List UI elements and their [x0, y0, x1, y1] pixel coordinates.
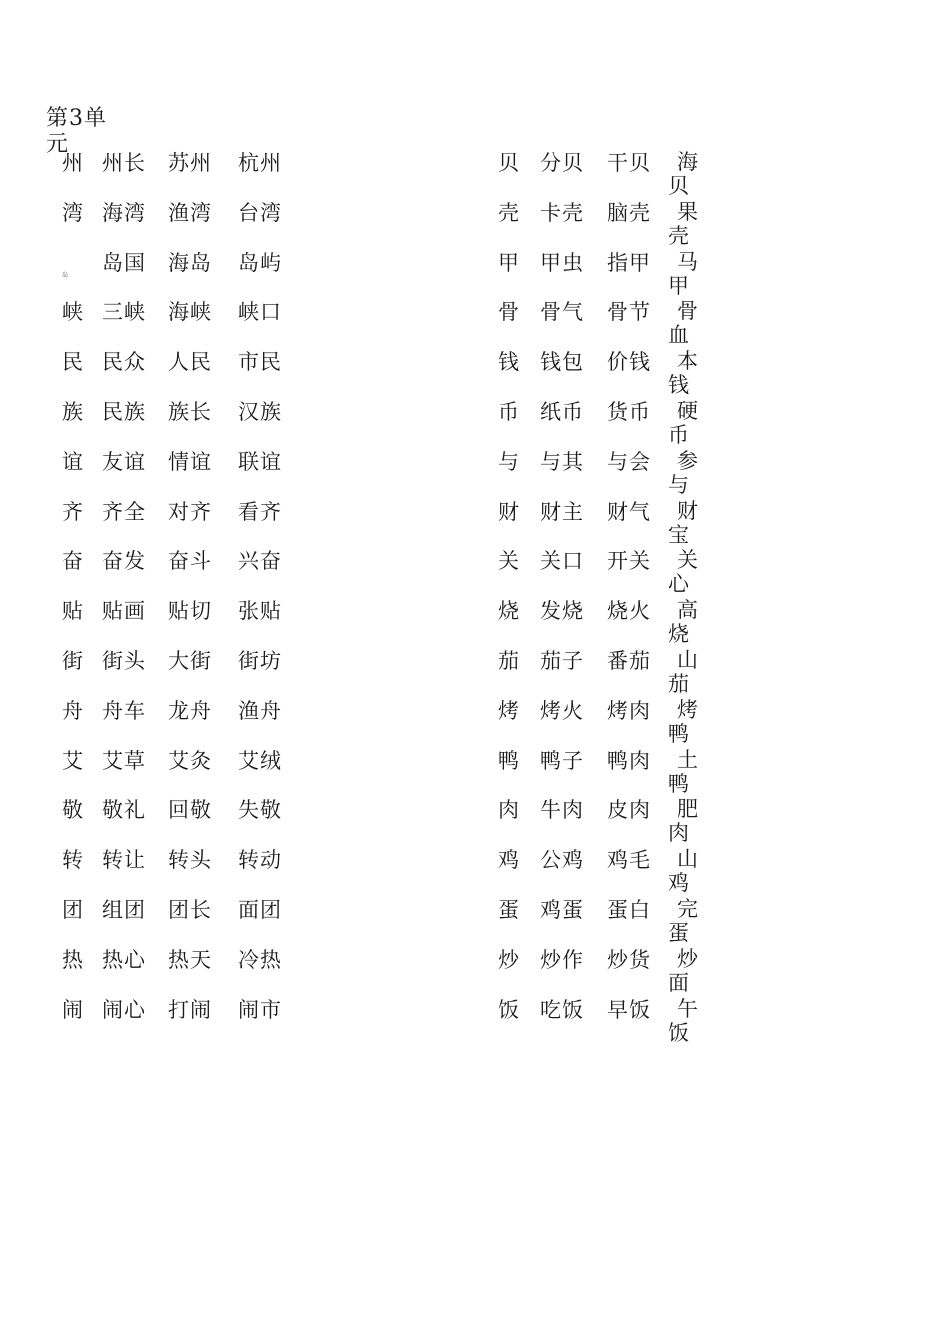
right-word-cell: 鸭子	[540, 748, 584, 773]
right-word-cell: 茄子	[540, 649, 584, 673]
vertical-word-top: 午	[677, 996, 698, 1021]
right-word-cell: 蛋白	[607, 898, 651, 922]
left-word-cell: 汉族	[238, 400, 282, 424]
left-word-cell: 转让	[102, 848, 146, 873]
vertical-word	[668, 797, 702, 845]
left-word-cell: 友谊	[102, 449, 146, 474]
vertical-word-bottom: 钱	[668, 373, 689, 398]
left-word-cell: 州长	[102, 151, 146, 175]
vertical-word	[668, 200, 702, 248]
right-word-cell: 甲虫	[540, 250, 584, 275]
vertical-word	[668, 847, 702, 895]
right-word-cell: 炒作	[540, 947, 584, 972]
left-word-cell: 渔舟	[238, 698, 282, 723]
right-word-cell: 皮肉	[607, 798, 651, 823]
vertical-word-bottom: 烧	[668, 622, 689, 647]
left-word-cell: 团长	[168, 898, 212, 922]
right-char-cell: 甲	[498, 250, 519, 275]
right-char-cell: 钱	[498, 350, 519, 375]
left-word-cell: 转头	[168, 848, 212, 873]
vertical-word	[668, 250, 702, 298]
left-word-cell: 街头	[102, 649, 146, 673]
left-word-cell: 龙舟	[168, 698, 212, 723]
left-char-cell: 热	[62, 947, 83, 972]
left-word-cell: 艾绒	[238, 748, 282, 773]
right-word-cell: 财气	[607, 499, 651, 524]
left-word-cell: 张贴	[238, 599, 282, 624]
right-word-cell: 吃饭	[540, 997, 584, 1022]
right-word-cell: 骨气	[540, 300, 584, 325]
left-word-cell: 热天	[168, 947, 212, 972]
left-word-cell: 面团	[238, 898, 282, 922]
vertical-word-top: 炒	[677, 946, 698, 971]
left-word-cell: 族长	[168, 400, 212, 424]
left-char-cell: 艾	[62, 748, 83, 773]
vertical-word	[668, 997, 702, 1045]
right-word-cell: 财主	[540, 499, 584, 524]
vertical-word-top: 烤	[677, 697, 698, 722]
left-char-cell: 峡	[62, 300, 83, 325]
left-word-cell: 民族	[102, 400, 146, 424]
vertical-word	[668, 399, 702, 447]
left-word-cell: 岛国	[102, 250, 146, 275]
left-char-cell: 谊	[62, 449, 83, 474]
left-word-cell: 舟车	[102, 698, 146, 723]
left-word-cell: 贴切	[168, 599, 212, 624]
right-char-cell: 币	[498, 400, 519, 424]
right-word-cell: 卡壳	[540, 200, 584, 225]
vertical-word-top: 高	[677, 598, 698, 623]
vertical-word	[668, 299, 702, 347]
left-word-cell: 转动	[238, 848, 282, 873]
right-char-cell: 骨	[498, 300, 519, 325]
vertical-word-top: 果	[677, 199, 698, 224]
right-char-cell: 壳	[498, 200, 519, 225]
left-word-cell: 街坊	[238, 649, 282, 673]
right-word-cell: 分贝	[540, 151, 584, 175]
left-char-cell: 团	[62, 898, 83, 922]
vertical-word	[668, 748, 702, 796]
left-word-cell: 苏州	[168, 151, 212, 175]
vertical-word-top: 硬	[677, 399, 698, 423]
unit-title: 第3单元	[46, 106, 107, 157]
right-word-cell: 鸭肉	[607, 748, 651, 773]
left-char-cell: 敬	[62, 798, 83, 823]
left-char-cell: 街	[62, 649, 83, 673]
vertical-word	[668, 548, 702, 596]
left-word-cell: 对齐	[168, 499, 212, 524]
vertical-word-top: 本	[677, 349, 698, 374]
vertical-word-bottom: 鸡	[668, 871, 689, 896]
vertical-word-top: 财	[677, 498, 698, 523]
left-word-cell: 人民	[168, 350, 212, 375]
right-char-cell: 与	[498, 449, 519, 474]
vertical-word	[668, 947, 702, 995]
right-word-cell: 与其	[540, 449, 584, 474]
vertical-word-top: 肥	[677, 797, 698, 822]
left-word-cell: 组团	[102, 898, 146, 922]
right-char-cell: 鸭	[498, 748, 519, 773]
left-char-cell: 贴	[62, 599, 83, 624]
left-word-cell: 海岛	[168, 250, 212, 275]
vertical-word	[668, 698, 702, 746]
right-char-cell: 财	[498, 499, 519, 524]
small-mark: 岛	[62, 272, 69, 279]
left-word-cell: 海湾	[102, 200, 146, 225]
vertical-word-top: 土	[677, 747, 698, 772]
vertical-word-bottom: 币	[668, 423, 689, 447]
left-word-cell: 台湾	[238, 200, 282, 225]
right-word-cell: 干贝	[607, 151, 651, 175]
left-word-cell: 贴画	[102, 599, 146, 624]
right-word-cell: 发烧	[540, 599, 584, 624]
vertical-word-bottom: 血	[668, 323, 689, 348]
vertical-word-top: 关	[677, 548, 698, 573]
left-word-cell: 冷热	[238, 947, 282, 972]
vertical-word	[668, 897, 702, 945]
left-word-cell: 岛屿	[238, 250, 282, 275]
right-char-cell: 炒	[498, 947, 519, 972]
vertical-word-top: 完	[677, 897, 698, 921]
vertical-word-bottom: 茄	[668, 672, 689, 696]
right-char-cell: 烤	[498, 698, 519, 723]
right-char-cell: 贝	[498, 151, 519, 175]
vertical-word-bottom: 壳	[668, 223, 689, 248]
left-word-cell: 打闹	[168, 997, 212, 1022]
right-char-cell: 饭	[498, 997, 519, 1022]
vertical-word	[668, 648, 702, 696]
left-char-cell: 齐	[62, 499, 83, 524]
right-word-cell: 鸡蛋	[540, 898, 584, 922]
right-word-cell: 价钱	[607, 350, 651, 375]
left-word-cell: 市民	[238, 350, 282, 375]
left-word-cell: 奋发	[102, 549, 146, 574]
left-word-cell: 齐全	[102, 499, 146, 524]
left-char-cell: 民	[62, 350, 83, 375]
left-char-cell: 湾	[62, 200, 83, 225]
vertical-word-top: 山	[677, 648, 698, 672]
vertical-word-top: 海	[677, 150, 698, 174]
vertical-word-top: 骨	[677, 299, 698, 324]
right-char-cell: 烧	[498, 599, 519, 624]
vertical-word-bottom: 面	[668, 970, 689, 995]
left-word-cell: 敬礼	[102, 798, 146, 823]
right-word-cell: 番茄	[607, 649, 651, 673]
right-word-cell: 货币	[607, 400, 651, 424]
right-word-cell: 牛肉	[540, 798, 584, 823]
left-word-cell: 海峡	[168, 300, 212, 325]
right-word-cell: 公鸡	[540, 848, 584, 873]
vertical-word-top: 参	[677, 448, 698, 473]
vertical-word	[668, 499, 702, 547]
right-char-cell: 茄	[498, 649, 519, 673]
vertical-word-column	[668, 148, 702, 1045]
right-word-cell: 烤肉	[607, 698, 651, 723]
left-word-cell: 三峡	[102, 300, 146, 325]
vertical-word	[668, 598, 702, 646]
right-word-cell: 开关	[607, 549, 651, 574]
right-word-cell: 纸币	[540, 400, 584, 424]
left-word-cell: 回敬	[168, 798, 212, 823]
vertical-word-bottom: 鸭	[668, 771, 689, 796]
left-word-cell: 民众	[102, 350, 146, 375]
left-word-cell: 失敬	[238, 798, 282, 823]
vertical-word-bottom: 甲	[668, 273, 689, 298]
left-word-cell: 奋斗	[168, 549, 212, 574]
right-char-cell: 关	[498, 549, 519, 574]
right-word-cell: 钱包	[540, 350, 584, 375]
left-word-cell: 杭州	[238, 151, 282, 175]
right-word-cell: 烤火	[540, 698, 584, 723]
left-word-cell: 艾灸	[168, 748, 212, 773]
vertical-word-bottom: 贝	[668, 174, 689, 198]
left-char-cell: 族	[62, 400, 83, 424]
left-char-cell: 转	[62, 848, 83, 873]
vertical-word-top: 马	[677, 249, 698, 274]
left-word-cell: 闹市	[238, 997, 282, 1022]
right-char-cell: 鸡	[498, 848, 519, 873]
right-word-cell: 鸡毛	[607, 848, 651, 873]
right-word-cell: 骨节	[607, 300, 651, 325]
right-word-cell: 关口	[540, 549, 584, 574]
left-word-cell: 大街	[168, 649, 212, 673]
left-word-cell: 艾草	[102, 748, 146, 773]
right-char-cell: 肉	[498, 798, 519, 823]
right-word-cell: 炒货	[607, 947, 651, 972]
vertical-word-bottom: 肉	[668, 821, 689, 846]
right-char-cell: 蛋	[498, 898, 519, 922]
left-char-cell: 奋	[62, 549, 83, 574]
left-word-cell: 兴奋	[238, 549, 282, 574]
vertical-word-bottom: 与	[668, 472, 689, 497]
left-word-cell: 热心	[102, 947, 146, 972]
vertical-word	[668, 449, 702, 497]
vertical-word-bottom: 饭	[668, 1020, 689, 1045]
vertical-word-bottom: 心	[668, 572, 689, 597]
vertical-word	[668, 150, 702, 198]
right-word-cell: 指甲	[607, 250, 651, 275]
left-word-cell: 联谊	[238, 449, 282, 474]
vertical-word-bottom: 宝	[668, 522, 689, 547]
vertical-word-bottom: 鸭	[668, 721, 689, 746]
left-word-cell: 峡口	[238, 300, 282, 325]
left-word-cell: 情谊	[168, 449, 212, 474]
left-word-cell: 渔湾	[168, 200, 212, 225]
right-word-cell: 脑壳	[607, 200, 651, 225]
left-char-cell: 舟	[62, 698, 83, 723]
vertical-word-top: 山	[677, 847, 698, 872]
vertical-word	[668, 349, 702, 397]
vertical-word-bottom: 蛋	[668, 921, 689, 945]
right-word-cell: 烧火	[607, 599, 651, 624]
left-word-cell: 闹心	[102, 997, 146, 1022]
left-word-cell: 看齐	[238, 499, 282, 524]
right-word-cell: 与会	[607, 449, 651, 474]
left-char-cell: 闹	[62, 997, 83, 1022]
left-char-cell: 州	[62, 151, 83, 175]
right-word-cell: 早饭	[607, 997, 651, 1022]
